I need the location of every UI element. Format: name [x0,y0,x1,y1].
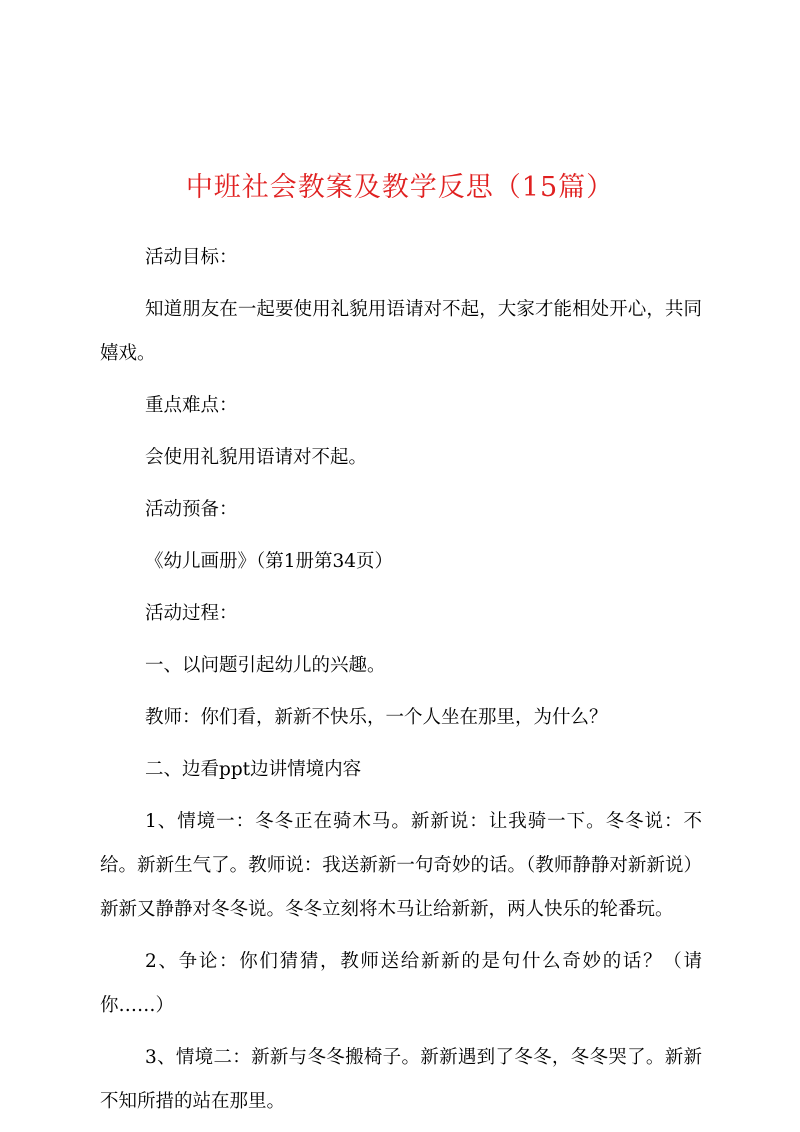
heading-preparation: 活动预备： [145,499,238,520]
heading-key-points: 重点难点： [145,395,238,416]
document-title: 中班社会教案及教学反思（15篇） [185,172,615,203]
step-two: 二、边看ppt边讲情境内容 [145,759,362,780]
step-one: 一、以问题引起幼儿的兴趣。 [145,655,386,676]
heading-process: 活动过程： [145,603,238,624]
heading-activity-goal: 活动目标： [145,247,238,268]
paragraph-key-points: 会使用礼貌用语请对不起。 [145,447,368,468]
paragraph-activity-goal: 知道朋友在一起要使用礼貌用语请对不起，大家才能相处开心，共同嬉戏。 [100,299,702,364]
scenario-one: 1、情境一：冬冬正在骑木马。新新说：让我骑一下。冬冬说：不给。新新生气了。教师说：我送新新一句奇妙的话。（教师静静对新新说）新新又静静对冬冬说。冬冬立刻将木马让给新新，两人快乐的轮番玩。 [100,811,702,920]
discussion: 2、争论：你们猜猜，教师送给新新的是句什么奇妙的话？（请你……） [100,951,702,1016]
teacher-question: 教师：你们看，新新不快乐，一个人坐在那里，为什么？ [145,707,608,728]
document-body [100,236,702,1132]
paragraph-preparation: 《幼儿画册》（第1册第34页） [145,551,394,572]
scenario-two: 3、情境二：新新与冬冬搬椅子。新新遇到了冬冬，冬冬哭了。新新不知所措的站在那里。 [100,1047,702,1112]
